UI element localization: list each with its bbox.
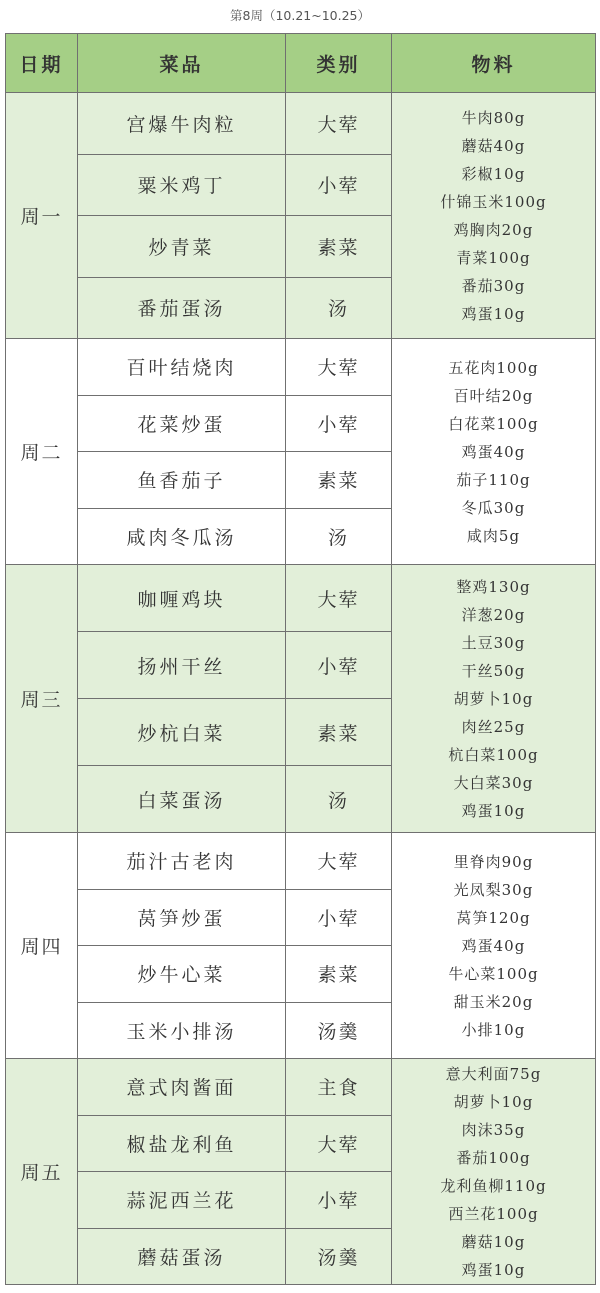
table-row — [6, 833, 596, 890]
material-item: 牛心菜100g — [448, 964, 539, 983]
material-item: 咸肉5g — [466, 526, 521, 545]
material-item: 鸡胸肉20g — [453, 220, 534, 239]
material-item: 光凤梨30g — [453, 880, 534, 899]
dish-name: 咖喱鸡块 — [78, 565, 286, 632]
material-item: 杭白菜100g — [448, 745, 539, 764]
dish-category: 素菜 — [286, 216, 392, 278]
dish-name: 花菜炒蛋 — [78, 395, 286, 452]
material-item: 莴笋120g — [456, 908, 531, 927]
material-item: 洋葱20g — [461, 605, 526, 624]
material-item: 白花菜100g — [448, 414, 539, 433]
dish-category: 素菜 — [286, 452, 392, 509]
material-item: 鸡蛋40g — [461, 936, 526, 955]
table-header — [6, 34, 596, 93]
dish-category: 小荤 — [286, 154, 392, 216]
dish-name: 咸肉冬瓜汤 — [78, 508, 286, 565]
day-group — [6, 565, 596, 833]
material-item: 番茄30g — [461, 276, 526, 295]
materials-cell — [392, 833, 596, 1059]
dish-name: 番茄蛋汤 — [78, 277, 286, 339]
day-group — [6, 833, 596, 1059]
dish-category: 小荤 — [286, 889, 392, 946]
dish-name: 玉米小排汤 — [78, 1002, 286, 1059]
material-item: 整鸡130g — [456, 577, 531, 596]
table-row — [6, 93, 596, 155]
day-label: 周一 — [6, 93, 78, 339]
material-item: 鸡蛋10g — [461, 801, 526, 820]
material-item: 蘑菇10g — [461, 1232, 526, 1251]
dish-name: 炒杭白菜 — [78, 699, 286, 766]
dish-category: 素菜 — [286, 699, 392, 766]
material-item: 冬瓜30g — [461, 498, 526, 517]
dish-category: 大荤 — [286, 565, 392, 632]
header-materials: 物料 — [392, 34, 596, 93]
dish-category: 主食 — [286, 1059, 392, 1116]
material-item: 鸡蛋10g — [461, 1260, 526, 1279]
dish-category: 小荤 — [286, 632, 392, 699]
material-item: 五花肉100g — [448, 358, 539, 377]
material-item: 干丝50g — [461, 661, 526, 680]
dish-category: 汤 — [286, 277, 392, 339]
materials-list — [392, 104, 595, 328]
materials-list — [392, 848, 595, 1044]
week-title: 第8周（10.21~10.25） — [230, 8, 370, 23]
material-item: 茄子110g — [456, 470, 531, 489]
materials-list — [392, 573, 595, 825]
materials-list — [392, 1060, 595, 1284]
dish-name: 意式肉酱面 — [78, 1059, 286, 1116]
dish-name: 炒牛心菜 — [78, 946, 286, 1003]
material-item: 胡萝卜10g — [453, 689, 534, 708]
material-item: 肉沫35g — [461, 1120, 526, 1139]
header-date: 日期 — [6, 34, 78, 93]
dish-category: 大荤 — [286, 1115, 392, 1172]
dish-category: 大荤 — [286, 339, 392, 396]
material-item: 意大利面75g — [445, 1064, 542, 1083]
day-label: 周三 — [6, 565, 78, 833]
material-item: 青菜100g — [456, 248, 531, 267]
day-group — [6, 93, 596, 339]
header-category: 类别 — [286, 34, 392, 93]
material-item: 彩椒10g — [461, 164, 526, 183]
dish-name: 百叶结烧肉 — [78, 339, 286, 396]
menu-table — [5, 33, 596, 1285]
materials-cell — [392, 1059, 596, 1285]
materials-cell — [392, 565, 596, 833]
material-item: 鸡蛋10g — [461, 304, 526, 323]
dish-name: 茄汁古老肉 — [78, 833, 286, 890]
dish-category: 大荤 — [286, 833, 392, 890]
material-item: 蘑菇40g — [461, 136, 526, 155]
material-item: 肉丝25g — [461, 717, 526, 736]
dish-name: 蒜泥西兰花 — [78, 1172, 286, 1229]
dish-category: 小荤 — [286, 1172, 392, 1229]
day-label: 周二 — [6, 339, 78, 565]
material-item: 什锦玉米100g — [440, 192, 547, 211]
material-item: 胡萝卜10g — [453, 1092, 534, 1111]
materials-cell — [392, 339, 596, 565]
header-dish: 菜品 — [78, 34, 286, 93]
dish-name: 蘑菇蛋汤 — [78, 1228, 286, 1285]
material-item: 甜玉米20g — [453, 992, 534, 1011]
day-group — [6, 1059, 596, 1285]
dish-name: 白菜蛋汤 — [78, 766, 286, 833]
dish-category: 小荤 — [286, 395, 392, 452]
day-label: 周五 — [6, 1059, 78, 1285]
dish-name: 扬州干丝 — [78, 632, 286, 699]
materials-list — [392, 354, 595, 550]
dish-name: 椒盐龙利鱼 — [78, 1115, 286, 1172]
dish-category: 大荤 — [286, 93, 392, 155]
material-item: 大白菜30g — [453, 773, 534, 792]
day-group — [6, 339, 596, 565]
header-row — [6, 34, 596, 93]
dish-category: 汤 — [286, 508, 392, 565]
dish-name: 莴笋炒蛋 — [78, 889, 286, 946]
dish-name: 炒青菜 — [78, 216, 286, 278]
material-item: 里脊肉90g — [453, 852, 534, 871]
material-item: 龙利鱼柳110g — [440, 1176, 547, 1195]
material-item: 西兰花100g — [448, 1204, 539, 1223]
dish-name: 粟米鸡丁 — [78, 154, 286, 216]
dish-category: 素菜 — [286, 946, 392, 1003]
table-row — [6, 565, 596, 632]
material-item: 百叶结20g — [453, 386, 534, 405]
dish-category: 汤羹 — [286, 1228, 392, 1285]
dish-name: 鱼香茄子 — [78, 452, 286, 509]
table-row — [6, 339, 596, 396]
day-label: 周四 — [6, 833, 78, 1059]
dish-name: 宫爆牛肉粒 — [78, 93, 286, 155]
material-item: 小排10g — [461, 1020, 526, 1039]
dish-category: 汤羹 — [286, 1002, 392, 1059]
material-item: 牛肉80g — [461, 108, 526, 127]
material-item: 鸡蛋40g — [461, 442, 526, 461]
table-row — [6, 1059, 596, 1116]
material-item: 番茄100g — [456, 1148, 531, 1167]
dish-category: 汤 — [286, 766, 392, 833]
material-item: 土豆30g — [461, 633, 526, 652]
materials-cell — [392, 93, 596, 339]
